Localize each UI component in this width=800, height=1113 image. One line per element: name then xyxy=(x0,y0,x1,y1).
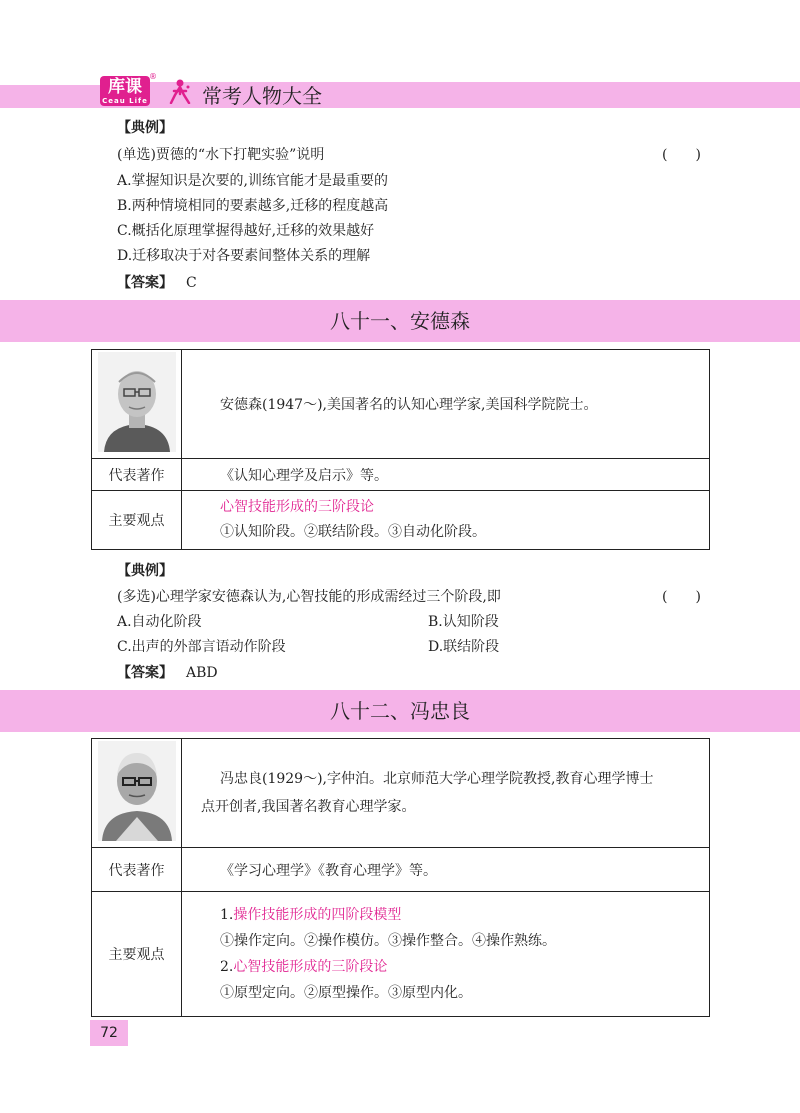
section-title: 八十二、冯忠良 xyxy=(330,699,470,723)
option-b: B.两种情境相同的要素越多,迁移的程度越高 xyxy=(117,198,389,214)
view-text: ①操作定向。②操作模仿。③操作整合。④操作熟练。 xyxy=(220,933,556,949)
portrait-cell xyxy=(92,739,182,848)
views-label: 主要观点 xyxy=(92,892,182,1017)
portrait-cell xyxy=(92,350,182,459)
bio-cell: 安德森(1947～),美国著名的认知心理学家,美国科学院院士。 xyxy=(182,350,710,459)
bio-line: 冯忠良(1929～),字仲泊。北京师范大学心理学院教授,教育心理学博士 xyxy=(220,771,654,787)
publisher-logo xyxy=(100,76,150,106)
section-title: 八十一、安德森 xyxy=(330,309,470,333)
view-title: 心智技能形成的三阶段论 xyxy=(233,959,388,975)
example-question: (多选)心理学家安德森认为,心智技能的形成需经过三个阶段,即 xyxy=(117,589,501,605)
answer-value: C xyxy=(186,275,197,291)
bio-cell xyxy=(182,739,710,848)
example-heading: 【典例】 xyxy=(117,563,173,579)
option-a: A.掌握知识是次要的,训练官能才是最重要的 xyxy=(117,173,389,189)
logo-subtext: Ceau Life xyxy=(102,97,148,105)
works-text: 《学习心理学》《教育心理学》等。 xyxy=(182,848,710,892)
view-heading xyxy=(220,902,709,928)
option-b: B.认知阶段 xyxy=(428,614,499,630)
option-c: C.出声的外部言语动作阶段 xyxy=(117,639,286,655)
registered-mark: ® xyxy=(149,72,157,81)
option-a: A.自动化阶段 xyxy=(117,614,202,630)
view-title: 心智技能形成的三阶段论 xyxy=(220,499,374,515)
view-heading xyxy=(220,954,709,980)
logo-text: 库课 xyxy=(108,77,142,97)
view-number: 2. xyxy=(220,959,234,975)
portrait-photo xyxy=(98,352,176,452)
works-label: 代表著作 xyxy=(92,459,182,491)
views-label: 主要观点 xyxy=(92,491,182,550)
person-figure-icon xyxy=(166,78,194,104)
answer-paren: ( ) xyxy=(662,147,701,163)
works-label: 代表著作 xyxy=(92,848,182,892)
option-c: C.概括化原理掌握得越好,迁移的效果越好 xyxy=(117,223,375,239)
example-question: (单选)贾德的“水下打靶实验”说明 xyxy=(117,147,325,163)
works-text: 《认知心理学及启示》等。 xyxy=(182,459,710,491)
answer-label: 【答案】 xyxy=(117,275,173,291)
views-cell xyxy=(182,892,710,1017)
view-text: ①认知阶段。②联结阶段。③自动化阶段。 xyxy=(220,524,486,540)
answer-value: ABD xyxy=(186,665,218,681)
bio-line: 点开创者,我国著名教育心理学家。 xyxy=(201,799,416,815)
views-cell xyxy=(182,491,710,550)
example-heading: 【典例】 xyxy=(117,120,173,136)
answer-label: 【答案】 xyxy=(117,665,173,681)
answer-paren: ( ) xyxy=(662,589,701,605)
header-notch xyxy=(0,75,100,85)
option-d: D.迁移取决于对各要素间整体关系的理解 xyxy=(117,248,371,264)
profile-table xyxy=(91,349,710,550)
book-title: 常考人物大全 xyxy=(202,84,322,108)
view-title: 操作技能形成的四阶段模型 xyxy=(233,907,402,923)
portrait-photo xyxy=(98,741,176,841)
profile-table xyxy=(91,738,710,1017)
view-number: 1. xyxy=(220,907,234,923)
option-d: D.联结阶段 xyxy=(428,639,500,655)
view-text: ①原型定向。②原型操作。③原型内化。 xyxy=(220,985,472,1001)
page-number: 72 xyxy=(90,1020,128,1046)
